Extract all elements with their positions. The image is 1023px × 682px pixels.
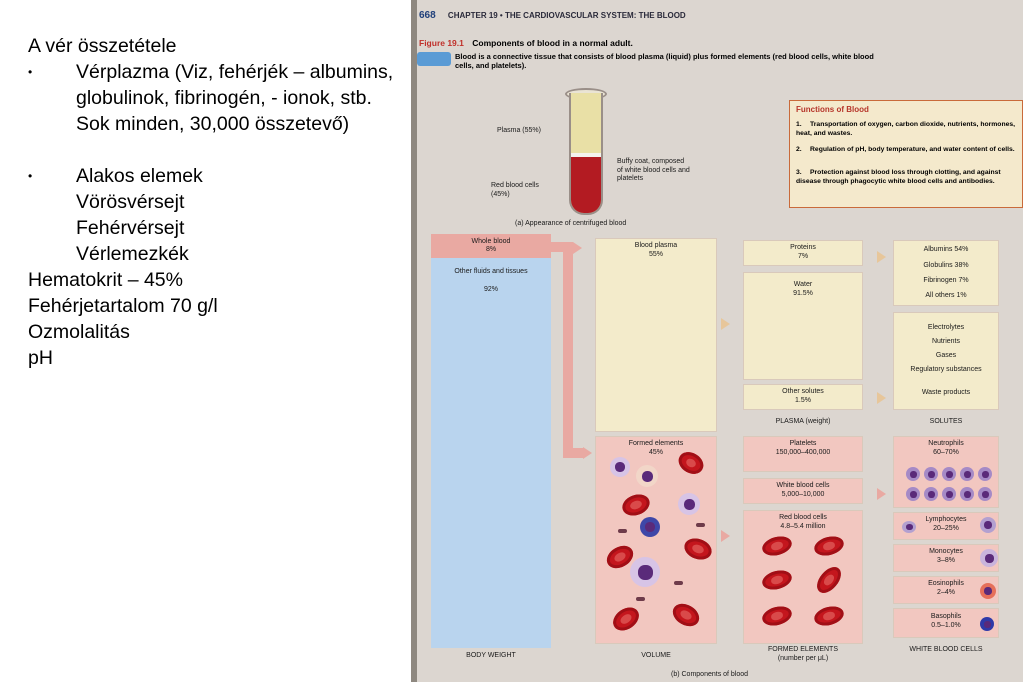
chapter-title: CHAPTER 19 • THE CARDIOVASCULAR SYSTEM: THE BLOOD: [447, 11, 686, 20]
rbc-cell: [669, 599, 703, 630]
neutrophils-label: Neutrophils: [928, 440, 964, 447]
rbc-layer: [571, 157, 601, 213]
platelet: [636, 597, 645, 601]
textbook-figure: [411, 0, 1023, 682]
page-number: 668: [419, 10, 436, 21]
formed-volume-label: Formed elements: [628, 440, 684, 447]
sub-item: Vérlemezkék: [76, 243, 189, 265]
functions-title: Functions of Blood: [796, 105, 869, 114]
plasma-volume-pct: 55%: [648, 251, 663, 258]
other-fluids-pct: 92%: [483, 286, 498, 293]
neutrophil-cell: [924, 487, 938, 501]
water-label: Water: [793, 281, 813, 288]
solute-item: All others 1%: [925, 292, 967, 299]
formed-caption-unit: (number per μL): [777, 655, 829, 662]
solute-item: Electrolytes: [927, 324, 965, 331]
rbc-label: Red blood cells: [491, 182, 539, 189]
monocytes-pct: 3–8%: [937, 557, 955, 564]
book-spine: [411, 0, 417, 682]
solute-item: Albumins 54%: [923, 246, 969, 253]
arrow-icon: [877, 251, 886, 263]
whole-blood-pct: 8%: [485, 246, 497, 253]
plasma-label: Plasma (55%): [497, 127, 541, 134]
other-solutes-pct: 1.5%: [795, 397, 811, 404]
buffy-label: Buffy coat, composed of white blood cells and platelets: [617, 158, 690, 182]
function-item: [796, 121, 1018, 138]
basophils-pct: 0.5–1.0%: [931, 622, 961, 629]
wbc-caption: WHITE BLOOD CELLS: [909, 646, 983, 653]
other-solutes-label: Other solutes: [782, 388, 824, 395]
platelets-count: 150,000–400,000: [775, 449, 831, 456]
rbc-cell: [812, 533, 846, 558]
formed-caption: FORMED ELEMENTS: [767, 646, 838, 653]
neutrophils-pct: 60–70%: [933, 449, 959, 456]
body-weight-caption: BODY WEIGHT: [466, 652, 516, 659]
figure-number: Figure 19.1: [419, 38, 464, 48]
rbc-label: Red blood cells: [779, 514, 827, 521]
lymphocytes-label: Lymphocytes: [925, 516, 967, 523]
platelet: [696, 523, 705, 527]
rbc-cell: [812, 563, 845, 598]
water-pct: 91.5%: [793, 290, 813, 297]
other-fluids-block: [431, 258, 551, 648]
figure-title-text: Components of blood in a normal adult.: [472, 38, 633, 48]
neutrophil-cell: [942, 487, 956, 501]
sub-item: Vörösvérsejt: [76, 191, 185, 213]
fact-ph: pH: [28, 347, 53, 369]
platelet: [618, 529, 627, 533]
rbc-pct-label: (45%): [491, 191, 510, 198]
page-header: [419, 10, 686, 21]
rbc-cell: [760, 567, 794, 592]
neutrophil-cell: [942, 467, 956, 481]
plasma-caption: PLASMA (weight): [775, 418, 831, 425]
platelets-label: Platelets: [789, 440, 817, 447]
figure-arrow-icon: [417, 52, 451, 66]
neutrophil-cell: [906, 467, 920, 481]
solute-item: Fibrinogen 7%: [923, 277, 969, 284]
neutrophil-cell: [960, 467, 974, 481]
rbc-cell: [609, 603, 643, 635]
slide-title: A vér összetétele: [28, 35, 177, 57]
monocytes-label: Monocytes: [929, 548, 963, 555]
function-number: 3.: [796, 169, 802, 176]
wbc-cell: [636, 465, 658, 487]
bullet-plasma: [28, 59, 398, 137]
plasma-volume-label: Blood plasma: [634, 242, 678, 249]
wbc-cell: [640, 517, 660, 537]
platelet: [674, 581, 683, 585]
arrow-icon: [721, 530, 730, 542]
tube-caption: (a) Appearance of centrifuged blood: [515, 220, 627, 227]
arrow-icon: [721, 318, 730, 330]
connector: [563, 242, 573, 454]
neutrophil-cell: [906, 487, 920, 501]
eosinophils-label: Eosinophils: [928, 580, 964, 587]
bullet-formed-text: Alakos elemek: [76, 165, 203, 187]
volume-caption: VOLUME: [641, 652, 671, 659]
wbc-cell: [678, 493, 700, 515]
function-item: [796, 146, 1018, 155]
functions-box: [789, 100, 1023, 208]
arrow-icon: [573, 242, 582, 254]
neutrophil-cell: [978, 467, 992, 481]
neutrophil-cell: [960, 487, 974, 501]
function-number: 1.: [796, 121, 802, 128]
solute-item: Waste products: [921, 389, 971, 396]
other-fluids-label: Other fluids and tissues: [454, 268, 528, 275]
solutes-caption: SOLUTES: [929, 418, 963, 425]
wbc-cell: [610, 457, 630, 477]
wbc-cell: [630, 557, 660, 587]
solute-item: Globulins 38%: [923, 262, 969, 269]
proteins-pct: 7%: [797, 253, 809, 260]
lymphocytes-pct: 20–25%: [933, 525, 959, 532]
neutrophil-cell: [924, 467, 938, 481]
fact-hematocrit: Hematokrit – 45%: [28, 269, 183, 291]
function-number: 2.: [796, 146, 802, 153]
eosinophils-pct: 2–4%: [937, 589, 955, 596]
plasma-volume-block: [595, 238, 717, 432]
arrow-icon: [877, 392, 886, 404]
fact-osmolality: Ozmolalitás: [28, 321, 130, 343]
connector: [563, 448, 583, 458]
formed-volume-block: [595, 436, 717, 644]
function-text: Transportation of oxygen, carbon dioxide, nutrients, hormones, heat, and wastes.: [796, 121, 1016, 137]
figure-description: Blood is a connective tissue that consists of blood plasma (liquid) plus formed elements (red blood cells, white blood cells, and platelets).: [455, 52, 874, 70]
bottom-caption: (b) Components of blood: [671, 671, 749, 678]
fact-protein: Fehérjetartalom 70 g/l: [28, 295, 218, 317]
arrow-icon: [583, 447, 592, 459]
wbc-label: White blood cells: [776, 482, 830, 489]
bullet-dot: •: [28, 169, 33, 183]
solute-item: Gases: [935, 352, 957, 359]
bullet-dot: •: [28, 65, 33, 79]
solute-item: Regulatory substances: [910, 366, 982, 373]
bullet-plasma-text: Vérplazma (Viz, fehérjék – albumins, globulinok, fibrinogén, - ionok, stb. Sok minden, 30,000 összetevő): [76, 61, 394, 135]
figure-title: [419, 38, 633, 48]
whole-blood-label: Whole blood: [471, 238, 511, 245]
rbc-cell: [760, 603, 794, 628]
rbc-cell: [681, 535, 714, 563]
basophils-label: Basophils: [930, 613, 962, 620]
wbc-count: 5,000–10,000: [781, 491, 825, 498]
formed-volume-pct: 45%: [648, 449, 663, 456]
centrifuged-tube: [569, 93, 603, 215]
rbc-count: 4.8–5.4 million: [780, 523, 826, 530]
solute-item: Nutrients: [931, 338, 960, 345]
function-text: Protection against blood loss through clotting, and against disease through phagocytic white blood cells and antibodies.: [796, 169, 1001, 185]
function-item: [796, 169, 1018, 186]
rbc-cell: [812, 603, 846, 628]
rbc-cell: [619, 491, 652, 519]
function-text: Regulation of pH, body temperature, and water content of cells.: [810, 146, 1015, 153]
proteins-label: Proteins: [790, 244, 816, 251]
arrow-icon: [877, 488, 886, 500]
rbc-cell: [760, 533, 794, 558]
sub-item: Fehérvérsejt: [76, 217, 185, 239]
slide-text: [28, 33, 398, 371]
bullet-formed: [28, 163, 398, 189]
neutrophil-cell: [978, 487, 992, 501]
